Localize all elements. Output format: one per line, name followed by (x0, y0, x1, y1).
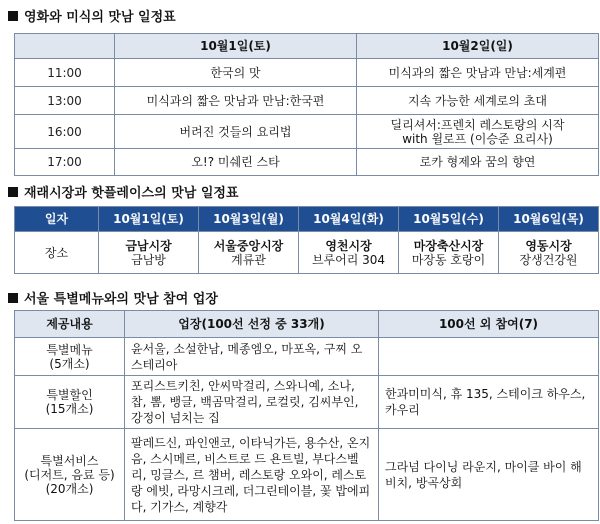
header-day1: 10월1일(토) (115, 34, 357, 59)
header-venues: 업장(100선 선정 중 33개) (125, 311, 379, 338)
table-row (15, 376, 599, 429)
others-cell (379, 338, 599, 376)
header-type: 제공내용 (15, 311, 125, 338)
place-name: 브루어리 304 (311, 252, 386, 267)
market-name: 영천시장 (325, 238, 372, 253)
type-cell (15, 376, 125, 429)
header-date: 10월1일(토) (99, 207, 199, 232)
table-header-row (15, 311, 599, 338)
program-cell: 미식과의 짧은 맛남과 만남:세계편 (357, 59, 599, 87)
header-day2: 10월2일(일) (357, 34, 599, 59)
table-row (15, 115, 599, 149)
bullet-square-icon (8, 11, 18, 21)
header-date: 10월6일(목) (499, 207, 599, 232)
section3-title-text: 서울 특별메뉴와의 맛남 참여 업장 (24, 292, 218, 307)
market-schedule-table (14, 206, 599, 274)
section3-title (8, 288, 218, 307)
type-label: 특별메뉴 (46, 342, 93, 357)
program-cell: 한국의 맛 (115, 59, 357, 87)
header-others: 100선 외 참여(7) (379, 311, 599, 338)
market-name: 금남시장 (125, 238, 172, 253)
market-cell (299, 232, 399, 274)
place-name: 금남방 (131, 252, 166, 267)
others-cell: 그라넘 다이닝 라운지, 마이클 바이 해비치, 방곡상회 (379, 429, 599, 521)
market-name: 마장축산시장 (413, 238, 484, 253)
movie-schedule-table (14, 33, 599, 176)
market-name: 영동시장 (525, 238, 572, 253)
time-cell: 16:00 (15, 115, 115, 149)
table-row (15, 87, 599, 115)
program-cell: 딜리셔서:프렌치 레스토랑의 시작 with 윌로프 (이승준 요리사) (357, 115, 599, 149)
market-cell (399, 232, 499, 274)
type-detail: (디저트, 음료 등) (24, 467, 115, 482)
market-cell (199, 232, 299, 274)
type-label: 특별할인 (46, 388, 93, 402)
section1-title (8, 6, 176, 25)
type-label: 특별서비스 (40, 453, 99, 468)
type-cell (15, 429, 125, 521)
program-cell: 지속 가능한 세계로의 초대 (357, 87, 599, 115)
type-count: (5개소) (49, 356, 90, 371)
market-name: 서울중앙시장 (213, 238, 284, 253)
bullet-square-icon (8, 187, 18, 197)
header-empty (15, 34, 115, 59)
row-label: 장소 (15, 232, 99, 274)
section2-title (8, 182, 239, 201)
program-cell: 오!? 미쉐린 스타 (115, 149, 357, 176)
header-date-label: 일자 (15, 207, 99, 232)
table-row (15, 232, 599, 274)
program-cell: 로카 형제와 꿈의 향연 (357, 149, 599, 176)
venues-cell: 팔레드신, 파인앤코, 이타닉가든, 용수산, 온지음, 스시메르, 비스트로 드 욘트빌, 부다스벨리, 밍글스, 르 챔버, 레스토랑 오와이, 레스토랑 에빗, 라망시크레, 더그린테이블, 꽃 밥에피다, 기가스, 계향각 (125, 429, 379, 521)
market-cell (99, 232, 199, 274)
table-row (15, 149, 599, 176)
table-header-row (15, 34, 599, 59)
table-header-row (15, 207, 599, 232)
place-name: 계류관 (231, 252, 266, 267)
time-cell: 13:00 (15, 87, 115, 115)
section2-title-text: 재래시장과 핫플레이스의 맛남 일정표 (24, 186, 239, 201)
type-cell (15, 338, 125, 376)
time-cell: 11:00 (15, 59, 115, 87)
market-cell (499, 232, 599, 274)
program-cell: 미식과의 짧은 맛남과 만남:한국편 (115, 87, 357, 115)
program-cell: 버려진 것들의 요리법 (115, 115, 357, 149)
venue-table (14, 310, 599, 521)
header-date: 10월4일(화) (299, 207, 399, 232)
bullet-square-icon (8, 293, 18, 303)
type-count: (15개소) (45, 402, 94, 416)
section1-title-text: 영화와 미식의 맛남 일정표 (24, 10, 176, 25)
place-name: 마장동 호랑이 (411, 252, 486, 267)
table-row (15, 338, 599, 376)
table-row (15, 59, 599, 87)
place-name: 장생건강원 (519, 252, 578, 267)
venues-cell: 포리스트키친, 안씨막걸리, 스와니예, 소나, 찹, 뽐, 뱅글, 백곰막걸리, 로컬릿, 김씨부인, 강정이 넘치는 집 (125, 376, 379, 429)
table-row (15, 429, 599, 521)
header-date: 10월3일(월) (199, 207, 299, 232)
header-date: 10월5일(수) (399, 207, 499, 232)
others-cell: 한과미미식, 휴 135, 스테이크 하우스, 카우리 (379, 376, 599, 429)
time-cell: 17:00 (15, 149, 115, 176)
type-count: (20개소) (45, 481, 94, 496)
venues-cell: 윤서울, 소설한남, 메종엠오, 마포옥, 구찌 오스테리아 (125, 338, 379, 376)
